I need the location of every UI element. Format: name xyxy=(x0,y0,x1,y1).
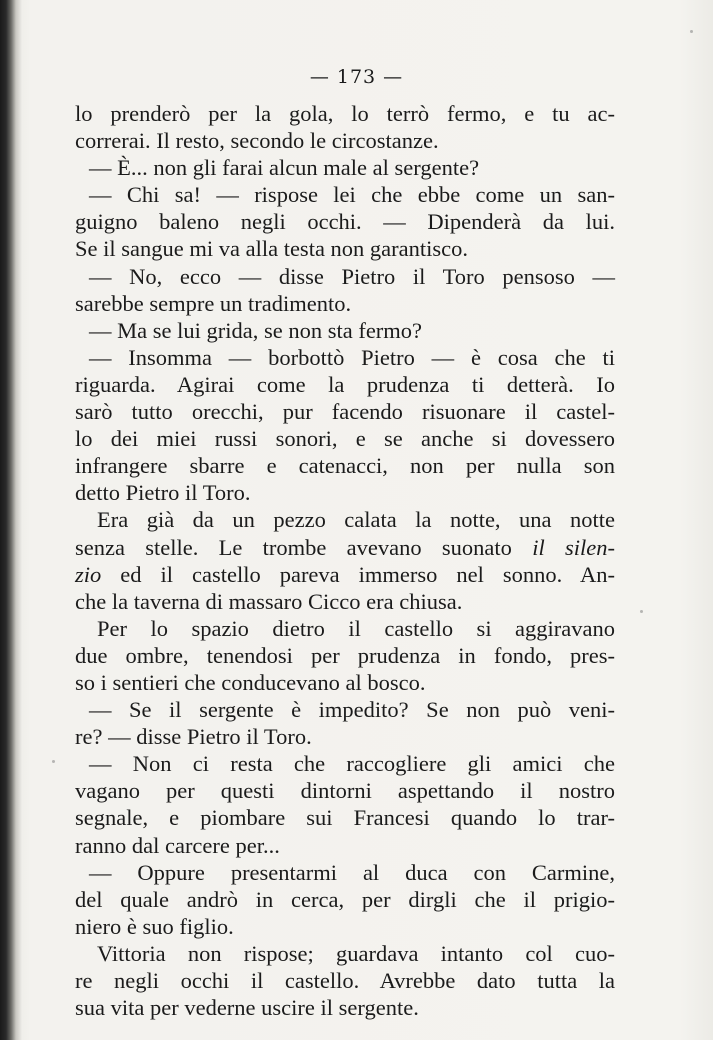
text-line: — Non ci resta che raccogliere gli amici che xyxy=(89,751,615,777)
page-number: — 173 — xyxy=(309,66,404,88)
text-line: sarebbe sempre un tradimento. xyxy=(75,290,352,316)
text-line: correrai. Il resto, secondo le circostanze. xyxy=(75,128,439,154)
text-line: Era già da un pezzo calata la notte, una notte xyxy=(97,507,615,533)
italic-word: il silen- xyxy=(532,534,615,560)
text-line: — Se il sergente è impedito? Se non può veni- xyxy=(89,697,615,723)
text-line: segnale, e piombare sui Francesi quando lo trar- xyxy=(75,805,615,831)
text-line: guigno baleno negli occhi. — Dipenderà da lui. xyxy=(75,209,615,235)
text-line: so i sentieri che conducevano al bosco. xyxy=(75,669,426,695)
text-line: — Insomma — borbottò Pietro — è cosa che ti xyxy=(89,344,615,370)
text-line: re negli occhi il castello. Avrebbe dato tutta la xyxy=(75,968,615,993)
text-line: vagano per questi dintorni aspettando il nostro xyxy=(75,778,615,804)
text-line: che la taverna di massaro Cicco era chiusa. xyxy=(75,588,463,614)
text-line: infrangere sbarre e catenacci, non per nulla son xyxy=(75,453,615,479)
text-line: sarò tutto orecchi, pur facendo risuonare il castel- xyxy=(75,399,615,425)
text-line: ranno dal carcere per... xyxy=(75,832,280,858)
text-line: Per lo spazio dietro il castello si aggiravano xyxy=(97,615,615,641)
text-line: niero è suo figlio. xyxy=(75,913,234,939)
paper-speck xyxy=(52,760,55,763)
text-segment: ed il castello pareva immerso nel sonno. An- xyxy=(120,561,615,587)
text-line: lo prenderò per la gola, lo terrò fermo, e tu ac- xyxy=(75,101,615,126)
text-line: re? — disse Pietro il Toro. xyxy=(75,724,312,750)
text-line: lo dei miei russi sonori, e se anche si dovessero xyxy=(75,426,615,452)
text-line: detto Pietro il Toro. xyxy=(75,480,251,506)
paper-speck xyxy=(690,30,693,33)
paper-speck xyxy=(640,610,643,613)
text-line: — Chi sa! — rispose lei che ebbe come un san- xyxy=(89,182,615,208)
italic-word: zio xyxy=(75,561,102,587)
text-line: — No, ecco — disse Pietro il Toro pensoso — xyxy=(89,263,615,289)
text-line: del quale andrò in cerca, per dirgli che il prigio- xyxy=(75,886,615,912)
text-line: Vittoria non rispose; guardava intanto col cuo- xyxy=(97,940,615,966)
text-line: — Ma se lui grida, se non sta fermo? xyxy=(89,317,423,343)
text-line: sua vita per vederne uscire il sergente. xyxy=(75,995,419,1021)
text-line: due ombre, tenendosi per prudenza in fondo, pres- xyxy=(75,642,615,668)
text-line xyxy=(75,534,615,561)
body-text xyxy=(75,100,615,1021)
text-segment: senza stelle. Le trombe avevano suonato xyxy=(75,534,512,560)
text-line: — Oppure presentarmi al duca con Carmine, xyxy=(89,859,615,885)
binding-edge xyxy=(0,0,22,1040)
text-line: Se il sangue mi va alla testa non garantisco. xyxy=(75,236,469,262)
text-line: — È... non gli farai alcun male al sergente? xyxy=(89,155,480,181)
text-line: riguarda. Agirai come la prudenza ti detterà. Io xyxy=(75,371,615,397)
text-line xyxy=(75,561,615,588)
